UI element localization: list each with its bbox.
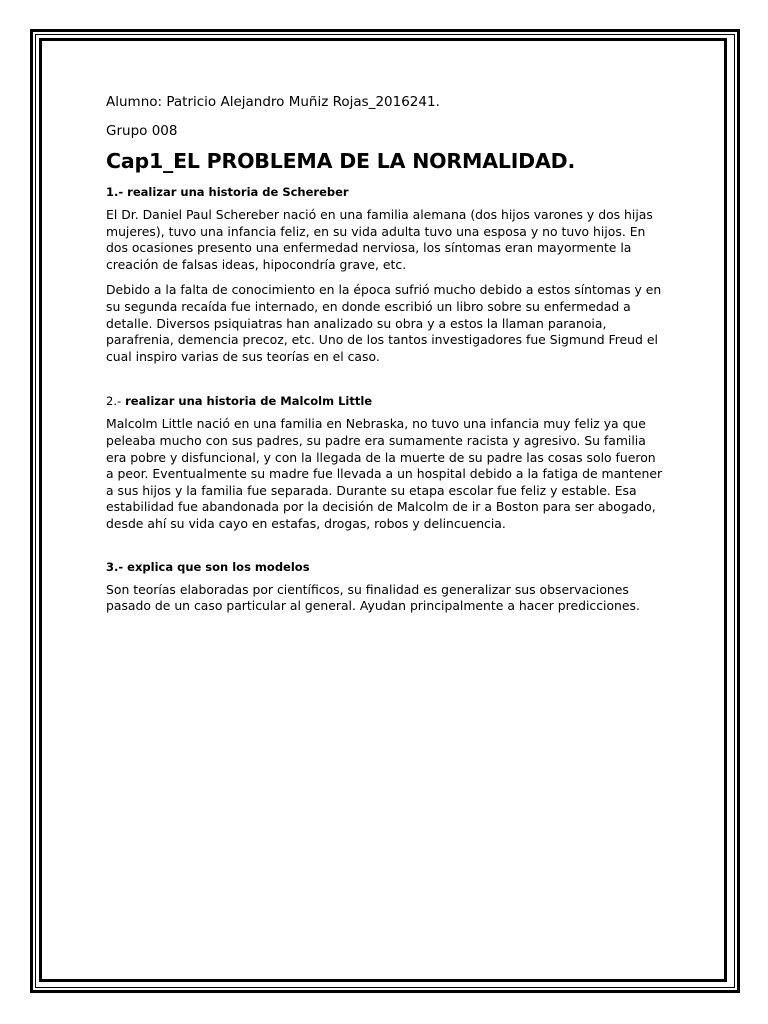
paragraph: El Dr. Daniel Paul Schereber nació en una familia alemana (dos hijos varones y dos hijas mujeres), tuvo una infancia feliz, en su vida adulta tuvo una esposa y no tuvo hijos. En dos ocasiones presento una enfermedad nerviosa, los síntomas eran mayormente la creación de falsas ideas, hipocondría grave, etc. xyxy=(106,207,653,272)
student-name-line: Alumno: Patricio Alejandro Muñiz Rojas_2016241. xyxy=(106,94,440,110)
section-number: 2.- xyxy=(106,394,122,409)
section-heading xyxy=(106,392,666,410)
section-schereber xyxy=(106,183,666,365)
section-number: 3.- xyxy=(106,559,124,574)
group-line: Grupo 008 xyxy=(106,123,178,139)
section-heading-text: explica que son los modelos xyxy=(127,559,310,574)
paragraph: Debido a la falta de conocimiento en la época sufrió mucho debido a estos síntomas y en su segunda recaída fue internado, en donde escribió un libro sobre su enfermedad a detalle. Diversos psiquiatras han analizado su obra y a estos la llaman paranoia, parafrenia, demencia precoz, etc. Uno de los tantos investigadores fue Sigmund Freud el cual inspiro varias de sus teorías en el caso. xyxy=(106,282,662,364)
section-modelos xyxy=(106,558,666,615)
paragraph: Malcolm Little nació en una familia en Nebraska, no tuvo una infancia muy feliz ya que peleaba mucho con sus padres, su padre era sumamente racista y agresivo. Su familia era pobre y disfuncional, y con la llegada de la muerte de su padre las cosas solo fueron a peor. Eventualmente su madre fue llevada a un hospital debido a la fatiga de mantener a sus hijos y la familia fue separada. Durante su etapa escolar fue feliz y estable. Esa estabilidad fue abandonada por la decisión de Malcolm de ir a Boston para ser abogado, desde ahí su vida cayo en estafas, drogas, robos y delincuencia. xyxy=(106,416,663,531)
section-heading-text: realizar una historia de Schereber xyxy=(127,185,349,199)
section-number: 1.- xyxy=(106,185,124,199)
section-heading xyxy=(106,183,666,201)
section-malcolm-little xyxy=(106,392,666,532)
document-body xyxy=(106,92,666,624)
document-title: Cap1_EL PROBLEMA DE LA NORMALIDAD. xyxy=(106,149,576,173)
paragraph: Son teorías elaboradas por científicos, su finalidad es generalizar sus observaciones pasado de un caso particular al general. Ayudan principalmente a hacer predicciones. xyxy=(106,581,640,614)
section-heading xyxy=(106,558,666,576)
section-heading-text: realizar una historia de Malcolm Little xyxy=(125,394,373,409)
